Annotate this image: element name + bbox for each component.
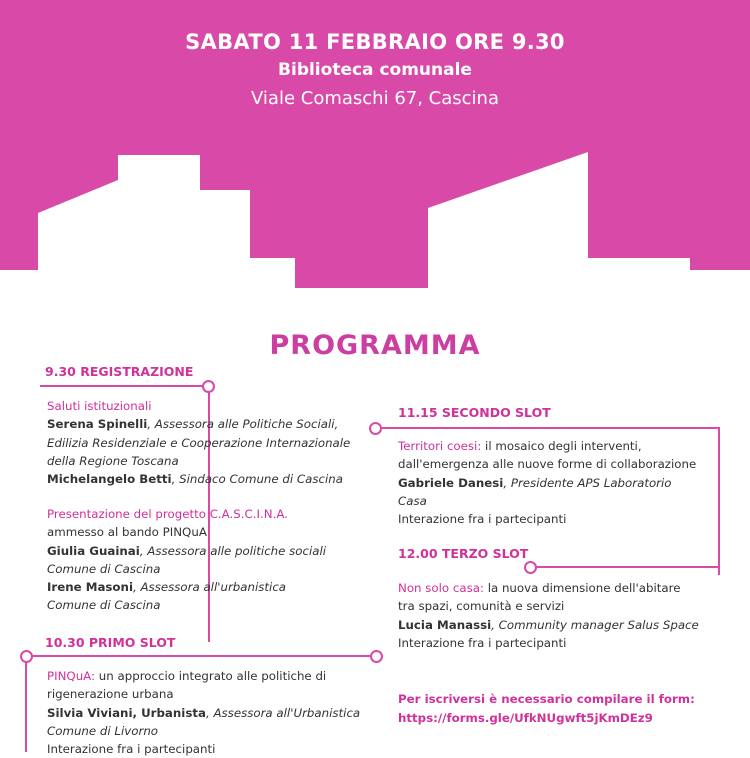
dot-primo-slot-end bbox=[370, 650, 383, 663]
event-venue: Biblioteca comunale bbox=[278, 60, 472, 80]
topic-text: il mosaico degli interventi, bbox=[481, 439, 642, 453]
saluti-label: Saluti istituzionali bbox=[47, 399, 152, 413]
speaker-role: della Regione Toscana bbox=[47, 453, 179, 468]
event-date-time: SABATO 11 FEBBRAIO ORE 9.30 bbox=[185, 30, 565, 54]
speaker-role: , Assessora all'Urbanistica bbox=[205, 705, 361, 720]
topic-label: PINQuA: bbox=[47, 669, 96, 683]
window-cutout bbox=[178, 186, 194, 258]
topic-text: la nuova dimensione dell'abitare bbox=[483, 581, 681, 595]
terzo-slot-block bbox=[398, 579, 699, 652]
speaker-name: Lucia Manassi bbox=[398, 617, 492, 632]
topic-text: dall'emergenza alle nuove forme di collaborazione bbox=[398, 457, 697, 472]
speaker-role: , Presidente APS Laboratorio bbox=[503, 475, 672, 490]
speaker-name: Serena Spinelli bbox=[47, 417, 148, 432]
speaker-role: Comune di Cascina bbox=[47, 598, 161, 613]
terzo-slot-heading: 12.00 TERZO SLOT bbox=[398, 546, 529, 561]
speaker-role: Comune di Cascina bbox=[47, 561, 161, 576]
primo-slot-heading: 10.30 PRIMO SLOT bbox=[45, 635, 176, 650]
speaker-name: Silvia Viviani, Urbanista bbox=[47, 705, 206, 720]
event-address: Viale Comaschi 67, Cascina bbox=[251, 88, 499, 109]
presentazione-block bbox=[47, 505, 326, 615]
program-title: PROGRAMMA bbox=[269, 330, 481, 361]
speaker-role: , Assessora all'urbanistica bbox=[132, 580, 287, 595]
saluti-block bbox=[47, 397, 350, 488]
topic-label: Non solo casa: bbox=[398, 581, 484, 595]
interaction-note: Interazione fra i partecipanti bbox=[47, 742, 216, 757]
primo-slot-block bbox=[47, 667, 360, 758]
topic-text: un approccio integrato alle politiche di bbox=[95, 669, 327, 683]
dot-terzo-slot bbox=[524, 561, 537, 574]
speaker-name: Giulia Guainai bbox=[47, 543, 140, 558]
speaker-role: , Assessora alle politiche sociali bbox=[139, 543, 327, 558]
signup-text: Per iscriversi è necessario compilare il form: bbox=[398, 692, 695, 706]
secondo-slot-block bbox=[398, 437, 696, 528]
speaker-name: Gabriele Danesi bbox=[398, 475, 504, 490]
speaker-name: Michelangelo Betti bbox=[47, 472, 172, 487]
presentazione-subtitle: ammesso al bando PINQuA bbox=[47, 525, 207, 540]
topic-label: Territori coesi: bbox=[398, 439, 482, 453]
interaction-note: Interazione fra i partecipanti bbox=[398, 512, 567, 527]
signup-block bbox=[398, 690, 695, 728]
speaker-role: Edilizia Residenziale e Cooperazione Internazionale bbox=[47, 435, 351, 450]
frame-terzo-slot bbox=[530, 566, 720, 568]
presentazione-label: Presentazione del progetto C.A.S.C.I.N.A. bbox=[47, 507, 288, 521]
speaker-name: Irene Masoni bbox=[47, 580, 133, 595]
dot-secondo-slot bbox=[369, 422, 382, 435]
dot-registrazione bbox=[202, 380, 215, 393]
speaker-role: , Sindaco Comune di Cascina bbox=[171, 472, 344, 487]
topic-text: tra spazi, comunità e servizi bbox=[398, 599, 565, 614]
dot-primo-slot bbox=[20, 650, 33, 663]
speaker-role: Comune di Livorno bbox=[47, 723, 159, 738]
signup-link[interactable]: https://forms.gle/UfkNUgwft5jKmDEz9 bbox=[398, 711, 653, 725]
speaker-role: Casa bbox=[398, 493, 427, 508]
interaction-note: Interazione fra i partecipanti bbox=[398, 635, 567, 650]
registrazione-heading: 9.30 REGISTRAZIONE bbox=[45, 364, 194, 379]
secondo-slot-heading: 11.15 SECONDO SLOT bbox=[398, 405, 551, 420]
topic-text: rigenerazione urbana bbox=[47, 687, 174, 702]
speaker-role: , Assessora alle Politiche Sociali, bbox=[147, 417, 339, 432]
speaker-role: , Community manager Salus Space bbox=[491, 617, 699, 632]
